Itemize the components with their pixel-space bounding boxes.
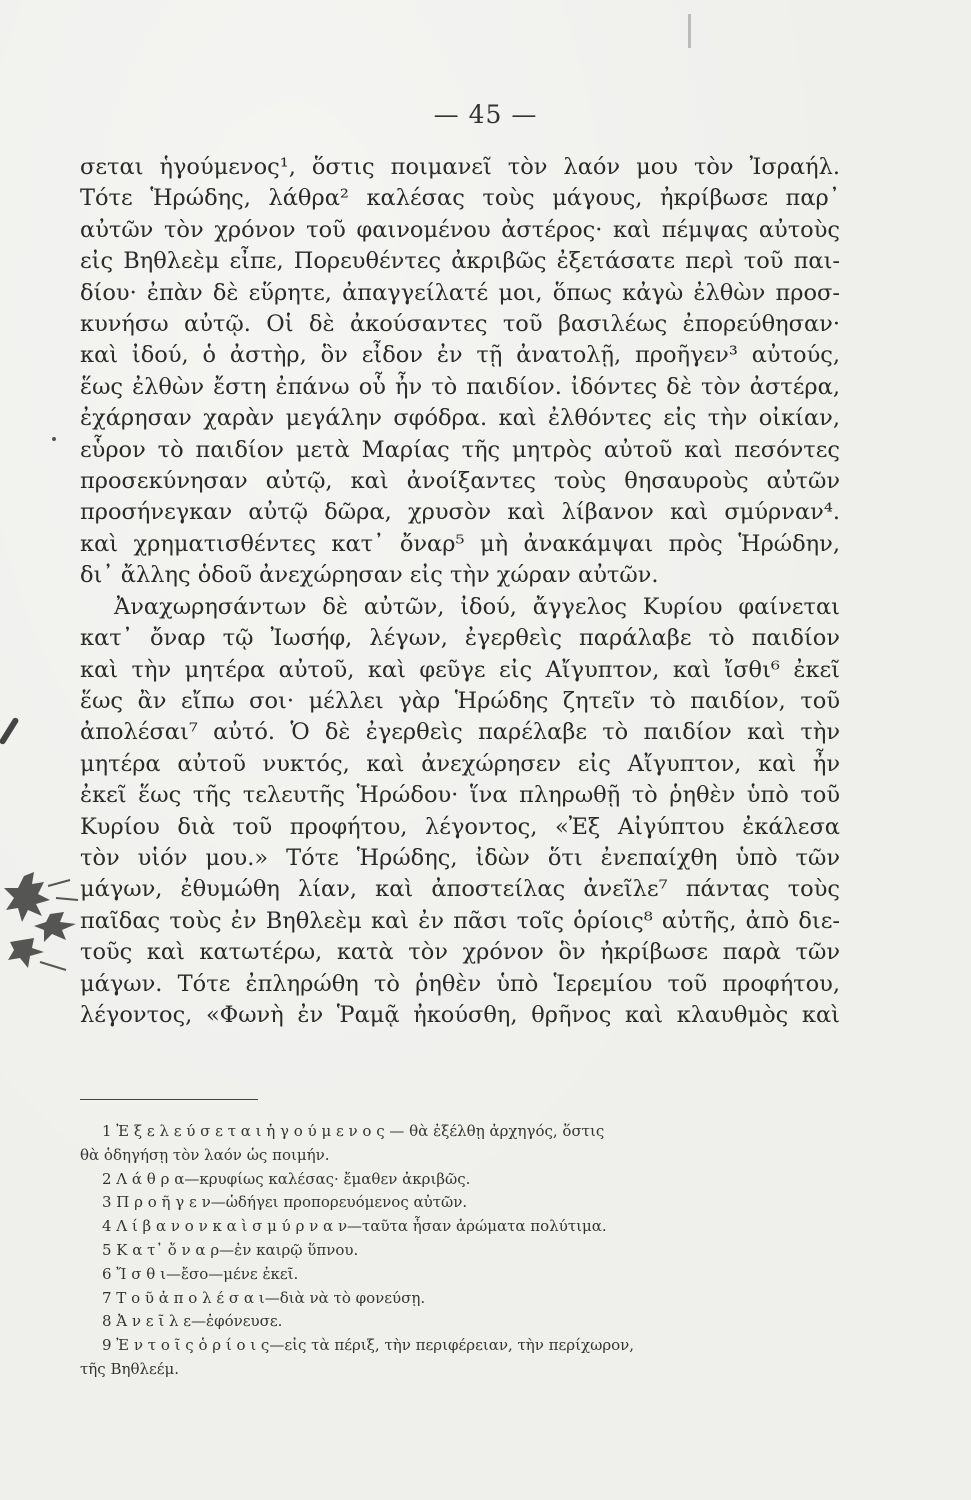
text-line: εἰς Βηθλεὲμ εἶπε, Πορευθέντες ἀκριβῶς ἐξετάσατε περὶ τοῦ παι- [80,248,840,275]
footnote-separator [80,1099,258,1100]
footnote: 8 Ἀ ν ε ῖ λ ε—ἐφόνευσε. [102,1312,283,1331]
footnotes [80,1120,842,1382]
text-line: καὶ ἰδού, ὁ ἀστὴρ, ὃν εἶδον ἐν τῇ ἀνατολῇ, προῆγεν³ αὐτούς, [80,342,840,369]
text-line: καὶ τὴν μητέρα αὐτοῦ, καὶ φεῦγε εἰς Αἴγυπτον, καὶ ἴσθι⁶ ἐκεῖ [80,656,840,683]
footnote-continuation: τῆς Βηθλεέμ. [80,1359,180,1378]
text-line: σεται ἡγούμενος¹, ὅστις ποιμανεῖ τὸν λαόν μου τὸν Ἰσραήλ. [80,154,840,180]
footnote: 6 Ἴ σ θ ι—ἔσο—μένε ἐκεῖ. [102,1264,299,1283]
text-line: κατ᾿ ὄναρ τῷ Ἰωσήφ, λέγων, ἐγερθεὶς παράλαβε τὸ παιδίον [80,625,840,652]
text-line: ἕως ἂν εἴπω σοι· μέλλει γὰρ Ἡρώδης ζητεῖν τὸ παιδίον, τοῦ [80,687,840,714]
main-text [80,152,840,1031]
text-line: αὐτῶν τὸν χρόνον τοῦ φαινομένου ἀστέρος· καὶ πέμψας αὐτοὺς [80,216,840,243]
footnote-continuation: θὰ ὁδηγήσῃ τὸν λαόν ὡς ποιμήν. [80,1145,330,1164]
text-line: προσήνεγκαν αὐτῷ δῶρα, χρυσὸν καὶ λίβανον καὶ σμύρναν⁴. [80,499,840,526]
text-line: Ἀναχωρησάντων δὲ αὐτῶν, ἰδού, ἄγγελος Κυρίου φαίνεται [114,593,840,620]
text-line: δι᾿ ἄλλης ὁδοῦ ἀνεχώρησαν εἰς τὴν χώραν αὐτῶν. [80,562,659,589]
text-line: ἕως ἐλθὼν ἔστη ἐπάνω οὗ ἦν τὸ παιδίον. ἰδόντες δὲ τὸν ἀστέρα, [80,373,840,400]
text-line: προσεκύνησαν αὐτῷ, καὶ ἀνοίξαντες τοὺς θησαυροὺς αὐτῶν [80,468,840,495]
text-line: μάγων. Τότε ἐπληρώθη τὸ ῥηθὲν ὑπὸ Ἱερεμίου τοῦ προφήτου, [80,970,840,997]
ink-blot-mark [4,870,82,980]
footnote: 4 Λ ί β α ν ο ν κ α ὶ σ μ ύ ρ ν α ν—ταῦτα ἦσαν ἀρώματα πολύτιμα. [102,1217,607,1236]
footnote: 9 Ἐ ν τ ο ῖ ς ὁ ρ ί ο ι ς—εἰς τὰ πέριξ, τὴν περιφέρειαν, τὴν περίχωρον, [102,1336,635,1355]
text-line: καὶ χρηματισθέντες κατ᾿ ὄναρ⁵ μὴ ἀνακάμψαι πρὸς Ἡρώδην, [80,530,840,557]
text-line: ἐκεῖ ἕως τῆς τελευτῆς Ἡρώδου· ἵνα πληρωθῇ τὸ ῥηθὲν ὑπὸ τοῦ [80,782,840,809]
text-line: λέγοντος, «Φωνὴ ἐν Ῥαμᾷ ἠκούσθη, θρῆνος καὶ κλαυθμὸς καὶ [80,1001,840,1028]
footnote: 2 Λ ά θ ρ α—κρυφίως καλέσας· ἔμαθεν ἀκριβῶς. [102,1169,471,1188]
text-line: δίου· ἐπὰν δὲ εὕρητε, ἀπαγγείλατέ μοι, ὅπως κἀγὼ ἐλθὼν προσ- [80,279,840,306]
text-line: Τότε Ἡρώδης, λάθρα² καλέσας τοὺς μάγους, ἠκρίβωσε παρ᾿ [80,185,840,212]
footnote: 5 Κ α τ᾿ ὄ ν α ρ—ἐν καιρῷ ὕπνου. [102,1240,359,1259]
text-line: εὗρον τὸ παιδίον μετὰ Μαρίας τῆς μητρὸς αὐτοῦ καὶ πεσόντες [80,436,840,463]
page-number: — 45 — [433,100,538,129]
text-line: τὸν υἱόν μου.» Τότε Ἡρώδης, ἰδὼν ὅτι ἐνεπαίχθη ὑπὸ τῶν [80,844,840,871]
text-line: ἀπολέσαι⁷ αὐτό. Ὁ δὲ ἐγερθεὶς παρέλαβε τὸ παιδίον καὶ τὴν [80,719,840,746]
text-line: παῖδας τοὺς ἐν Βηθλεὲμ καὶ ἐν πᾶσι τοῖς ὁρίοις⁸ αὐτῆς, ἀπὸ διε- [80,907,840,934]
footnote: 7 Τ ο ῦ ἀ π ο λ έ σ α ι—διὰ νὰ τὸ φονεύσῃ. [102,1288,426,1307]
footnote: 1 Ἐ ξ ε λ ε ύ σ ε τ α ι ἡ γ ο ύ μ ε ν ο ς — θὰ ἐξέλθῃ ἀρχηγός, ὅστις [102,1122,605,1140]
footnote: 3 Π ρ ο ῆ γ ε ν—ὡδήγει προπορευόμενος αὐτῶν. [102,1193,468,1212]
text-line: μάγων, ἐθυμώθη λίαν, καὶ ἀποστείλας ἀνεῖλε⁷ πάντας τοὺς [80,876,840,903]
text-line: κυνήσω αὐτῷ. Οἱ δὲ ἀκούσαντες τοῦ βασιλέως ἐπορεύθησαν· [80,311,840,338]
text-line: ἐχάρησαν χαρὰν μεγάλην σφόδρα. καὶ ἐλθόντες εἰς τὴν οἰκίαν, [80,405,840,432]
text-line: τοῦς καὶ κατωτέρω, κατὰ τὸν χρόνον ὃν ἠκρίβωσε παρὰ τῶν [80,939,840,966]
margin-pencil-mark [0,717,19,746]
text-line: Κυρίου διὰ τοῦ προφήτου, λέγοντος, «Ἐξ Αἰγύπτου ἐκάλεσα [80,813,840,840]
margin-dot [52,437,56,441]
scan-mark [688,14,691,48]
text-line: μητέρα αὐτοῦ νυκτός, καὶ ἀνεχώρησεν εἰς Αἴγυπτον, καὶ ἦν [80,750,840,777]
